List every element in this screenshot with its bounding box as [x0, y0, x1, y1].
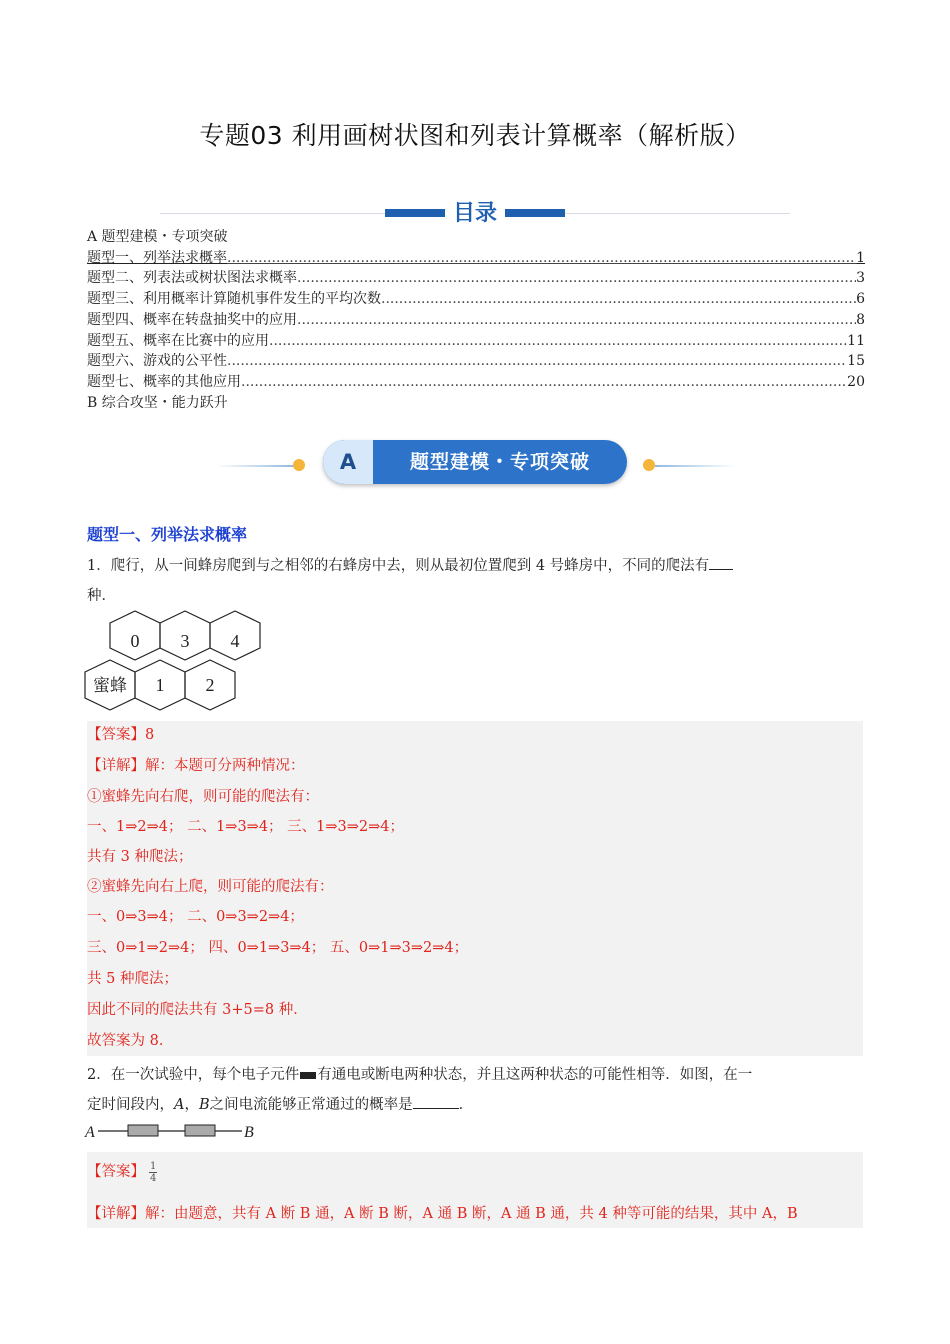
toc-leader [297, 268, 856, 289]
cell-label-2: 2 [205, 675, 215, 695]
banner-dot-right [643, 459, 655, 471]
circuit-element-2 [185, 1125, 215, 1136]
electronic-element-icon [300, 1072, 316, 1079]
detail-line: 三、0⇒1⇒2⇒4； 四、0⇒1⇒3⇒4； 五、0⇒1⇒3⇒2⇒4； [87, 940, 469, 956]
toc-divider-left [160, 213, 385, 214]
cell-label-4: 4 [230, 631, 240, 651]
banner-line-right [655, 465, 735, 467]
detail-line: 【详解】解：本题可分两种情况： [87, 758, 305, 774]
toc-item-page: 11 [847, 332, 865, 349]
circuit-diagram [84, 1118, 264, 1144]
toc-item[interactable] [87, 310, 865, 331]
toc-header [160, 198, 790, 228]
toc-item[interactable] [87, 372, 865, 393]
detail-line: 因此不同的爬法共有 3+5=8 种． [87, 1002, 308, 1018]
question-2-line2: 定时间段内，A，B之间电流能够正常通过的概率是 ． [87, 1091, 473, 1119]
detail-line: ①蜜蜂先向右爬，则可能的爬法有： [87, 789, 319, 805]
banner-line-left [215, 465, 295, 467]
circuit-element-1 [128, 1125, 158, 1136]
section-heading: 题型一、列举法求概率 [87, 525, 248, 544]
section-banner [215, 440, 735, 486]
toc-item-label: 题型一、列举法求概率 [87, 249, 227, 266]
cell-label-1: 1 [155, 675, 165, 695]
toc-item-label: 题型七、概率的其他应用 [87, 373, 241, 390]
answer-blank [413, 1092, 459, 1109]
question-1-line1: 1．爬行，从一间蜂房爬到与之相邻的右蜂房中去，则从最初位置爬到 4 号蜂房中，不同的爬法有 [87, 552, 733, 580]
answer-line: 【答案】8 [87, 727, 155, 743]
toc-item-label: 题型四、概率在转盘抽奖中的应用 [87, 311, 297, 328]
detail-line: 一、1⇒2⇒4； 二、1⇒3⇒4； 三、1⇒3⇒2⇒4； [87, 819, 405, 835]
toc-item-label: 题型五、概率在比赛中的应用 [87, 332, 269, 349]
toc-heading: 目录 [452, 201, 497, 226]
banner-text: 题型建模・专项突破 [409, 451, 590, 473]
banner-pill [323, 440, 627, 484]
toc-leader [269, 331, 847, 352]
toc-item-page: 20 [847, 373, 865, 390]
detail-line: 一、0⇒3⇒4； 二、0⇒3⇒2⇒4； [87, 909, 304, 925]
fraction: $\frac{1}{4}$ [150, 1160, 157, 1184]
toc-item-label: 题型二、列表法或树状图法求概率 [87, 270, 297, 287]
toc-leader [381, 289, 856, 310]
toc-part-b[interactable]: B 综合攻坚・能力跃升 [87, 394, 228, 411]
cell-label-bee: 蜜蜂 [93, 676, 127, 695]
toc-item-label: 题型三、利用概率计算随机事件发生的平均次数 [87, 291, 381, 308]
question-2-line1: 2．在一次试验中，每个电子元件 有通电或断电两种状态，并且这两种状态的可能性相等．如图，在一 [87, 1067, 753, 1083]
cell-label-3: 3 [180, 631, 190, 651]
toc-bar-right [505, 209, 565, 217]
honeycomb-diagram [84, 610, 266, 712]
toc-leader [227, 351, 847, 372]
toc-item-page: 1 [856, 249, 865, 266]
toc-part-a[interactable]: A 题型建模・专项突破 [87, 229, 228, 245]
toc-item-page: 8 [856, 311, 865, 328]
question-1-line2: 种． [87, 588, 116, 604]
toc-item[interactable] [87, 289, 865, 310]
toc-leader [297, 310, 856, 331]
page-title: 专题03 利用画树状图和列表计算概率（解析版） [199, 121, 751, 150]
toc-item-page: 15 [847, 353, 865, 370]
banner-letter: A [323, 440, 373, 484]
toc-item[interactable] [87, 268, 865, 289]
toc-leader [227, 248, 856, 269]
table-of-contents [87, 227, 865, 413]
toc-item-page: 3 [856, 270, 865, 287]
detail-line: 共 5 种爬法； [87, 971, 178, 987]
toc-item[interactable] [87, 351, 865, 372]
circuit-label-a: A [85, 1124, 95, 1141]
circuit-label-b: B [244, 1124, 254, 1141]
answer-line: 【答案】 $\frac{1}{4}$ [87, 1160, 157, 1184]
answer-blank [709, 553, 733, 570]
toc-divider-right [565, 213, 790, 214]
detail-line: 故答案为 8． [87, 1033, 174, 1049]
banner-dot-left [293, 459, 305, 471]
detail-line: 【详解】解：由题意，共有 A 断 B 通，A 断 B 断，A 通 B 断，A 通 B 通，共 4 种等可能的结果，其中 A，B [87, 1206, 798, 1222]
detail-line: 共有 3 种爬法； [87, 849, 193, 865]
toc-item[interactable] [87, 331, 865, 352]
toc-item-label: 题型六、游戏的公平性 [87, 353, 227, 370]
toc-leader [241, 372, 847, 393]
detail-line: ②蜜蜂先向右上爬，则可能的爬法有： [87, 879, 334, 895]
toc-item[interactable] [87, 248, 865, 269]
cell-label-0: 0 [130, 631, 140, 651]
toc-item-page: 6 [856, 291, 865, 308]
